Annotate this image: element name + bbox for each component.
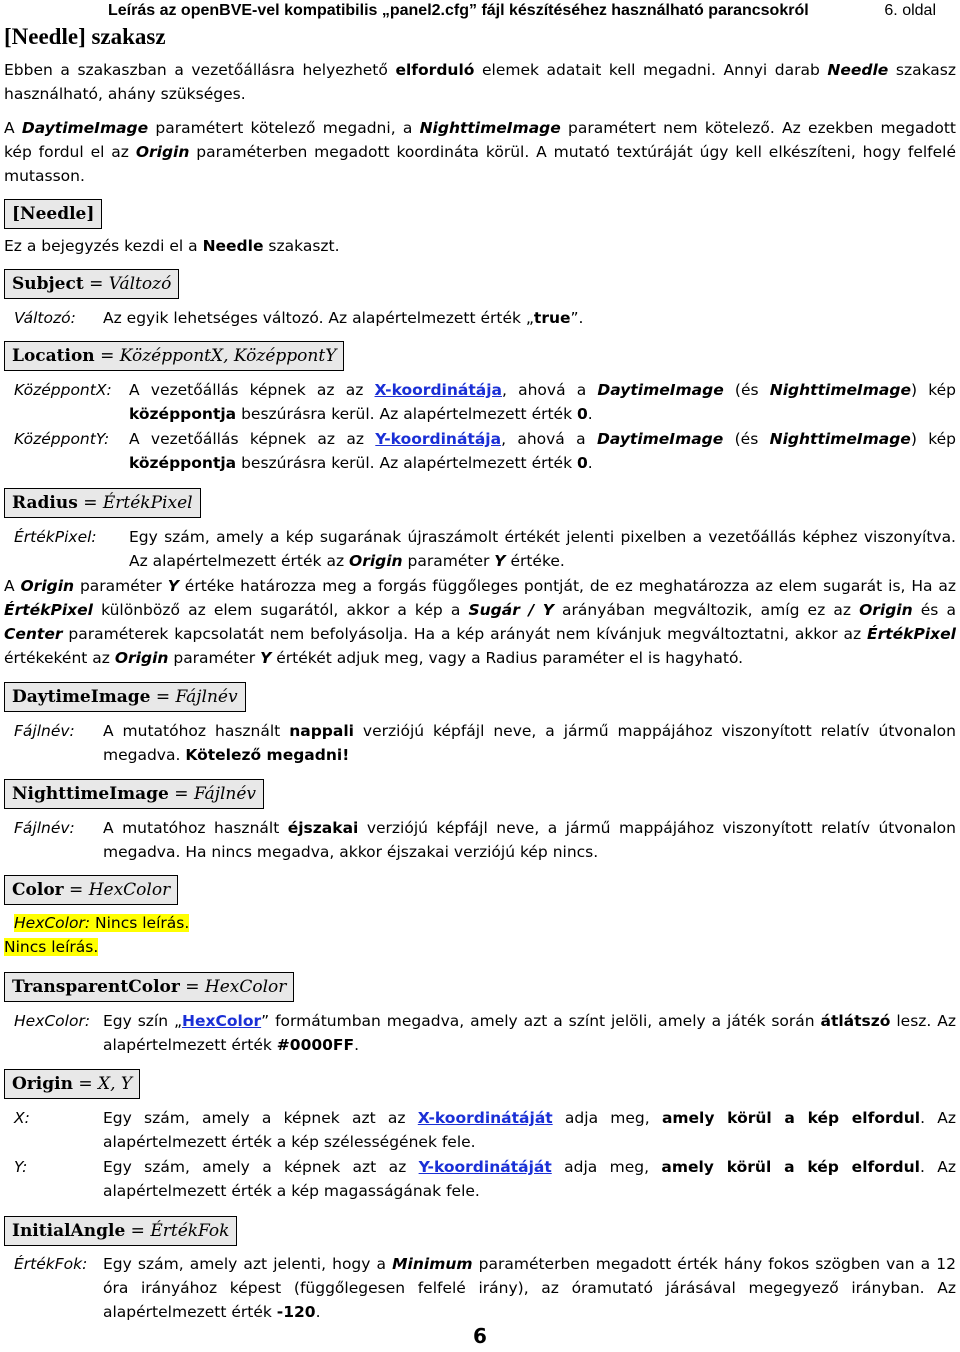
location-x-term: KözéppontX: — [14, 381, 112, 399]
y-coordinate-link[interactable]: Y-koordinátája — [375, 430, 502, 448]
intro-paragraph-2: A DaytimeImage paramétert kötelező megadni, a NighttimeImage paramétert nem kötelező. Az ezekben megadott kép fordul el az Origin paraméterben megadott koordináta körül. A mutató textúráját úgy kell elkészíteni, hogy felfelé mutasson. — [4, 119, 957, 185]
initialangle-description: Egy szám, amely azt jelenti, hogy a Minimum paraméterben megadott érték hány fokos szögben van a 12 óra irányához képest (függőlegesen felfelé irány), az óramutató járásával megegyező irányban. Az alapértelmezett érték -120. — [103, 1255, 956, 1321]
radius-keyword-box: Radius = ÉrtékPixel — [4, 488, 201, 518]
intro-paragraph-1: Ebben a szakaszban a vezetőállásra helyezhető elforduló elemek adatait kell megadni. Annyi darab Needle szakasz használható, ahány szükséges. — [4, 61, 956, 103]
origin-y-coordinate-link[interactable]: Y-koordinátáját — [418, 1158, 552, 1176]
color-extra-note: Nincs leírás. — [4, 938, 99, 956]
hexcolor-link[interactable]: HexColor — [182, 1012, 262, 1030]
radius-description: Egy szám, amely a kép sugarának újraszámolt értékét jelenti pixelben a vezetőállás képhez viszonyítva. Az alapértelmezett érték az Origin paraméter Y értéke. — [129, 528, 956, 570]
origin-x-description: Egy szám, amely a képnek azt az X-koordinátáját adja meg, amely körül a kép elfordul. Az alapértelmezett érték a kép szélességének fele. — [103, 1109, 956, 1151]
origin-y-description: Egy szám, amely a képnek azt az Y-koordinátáját adja meg, amely körül a kép elfordul. Az alapértelmezett érték a kép magasságának fele. — [103, 1158, 957, 1200]
location-y-description: A vezetőállás képnek az az Y-koordinátája, ahová a DaytimeImage (és NighttimeImage) kép középpontja beszúrásra kerül. Az alapértelmezett érték 0. — [129, 430, 957, 472]
origin-y-term: Y: — [14, 1158, 28, 1176]
subject-keyword-box: Subject = Változó — [4, 269, 179, 299]
daytimeimage-keyword-box: DaytimeImage = Fájlnév — [4, 682, 246, 712]
initialangle-keyword-box: InitialAngle = ÉrtékFok — [4, 1216, 237, 1246]
location-x-description: A vezetőállás képnek az az X-koordinátája, ahová a DaytimeImage (és NighttimeImage) kép középpontja beszúrásra kerül. Az alapértelmezett érték 0. — [129, 381, 956, 423]
needle-description: Ez a bejegyzés kezdi el a Needle szakaszt. — [4, 237, 340, 255]
transparentcolor-description: Egy szín „HexColor” formátumban megadva, amely azt a színt jelöli, amely a játék során átlátszó lesz. Az alapértelmezett érték #0000FF. — [103, 1012, 956, 1054]
radius-explanation: A Origin paraméter Y értéke határozza meg a forgás függőleges pontját, de ez meghatározza az elem sugarát is, Ha az ÉrtékPixel különböző az elem sugarától, akkor a kép a Sugár / Y arányában megváltozik, amíg ez az Origin és a Center paraméterek kapcsolatát nem befolyásolja. Ha a kép arányát nem kívánjuk megváltoztatni, akkor az ÉrtékPixel értékeként az Origin paraméter Y értékét adjuk meg, vagy a Radius paraméter el is hagyható. — [4, 577, 957, 667]
origin-keyword-box: Origin = X, Y — [4, 1069, 140, 1099]
document-header-title: Leírás az openBVE-vel kompatibilis „panel2.cfg” fájl készítéséhez használható parancsokról — [108, 2, 809, 19]
page-label: 6. oldal — [884, 2, 936, 19]
transparentcolor-keyword-box: TransparentColor = HexColor — [4, 972, 294, 1002]
section-title: [Needle] szakasz — [4, 24, 166, 49]
radius-term: ÉrtékPixel: — [14, 528, 97, 546]
nighttimeimage-keyword-box: NighttimeImage = Fájlnév — [4, 779, 264, 809]
transparentcolor-term: HexColor: — [14, 1012, 91, 1030]
subject-description: Az egyik lehetséges változó. Az alapértelmezett érték „true”. — [103, 309, 584, 327]
origin-x-coordinate-link[interactable]: X-koordinátáját — [417, 1109, 553, 1127]
color-description: HexColor: Nincs leírás. — [14, 914, 190, 932]
subject-term: Változó: — [14, 309, 76, 327]
location-y-term: KözéppontY: — [14, 430, 110, 448]
daytimeimage-term: Fájlnév: — [14, 722, 75, 740]
needle-keyword-box: [Needle] — [4, 199, 102, 229]
origin-x-term: X: — [14, 1109, 30, 1127]
nighttimeimage-description: A mutatóhoz használt éjszakai verziójú képfájl neve, a jármű mappájához viszonyított relatív útvonalon megadva. Ha nincs megadva, akkor éjszakai verziójú kép nincs. — [103, 819, 956, 861]
x-coordinate-link[interactable]: X-koordinátája — [374, 381, 502, 399]
initialangle-term: ÉrtékFok: — [14, 1255, 88, 1273]
nighttimeimage-term: Fájlnév: — [14, 819, 75, 837]
daytimeimage-description: A mutatóhoz használt nappali verziójú képfájl neve, a jármű mappájához viszonyított relatív útvonalon megadva. Kötelező megadni! — [103, 722, 956, 764]
footer-page-number: 6 — [473, 1324, 487, 1348]
color-keyword-box: Color = HexColor — [4, 875, 178, 905]
location-keyword-box: Location = KözéppontX, KözéppontY — [4, 341, 344, 371]
